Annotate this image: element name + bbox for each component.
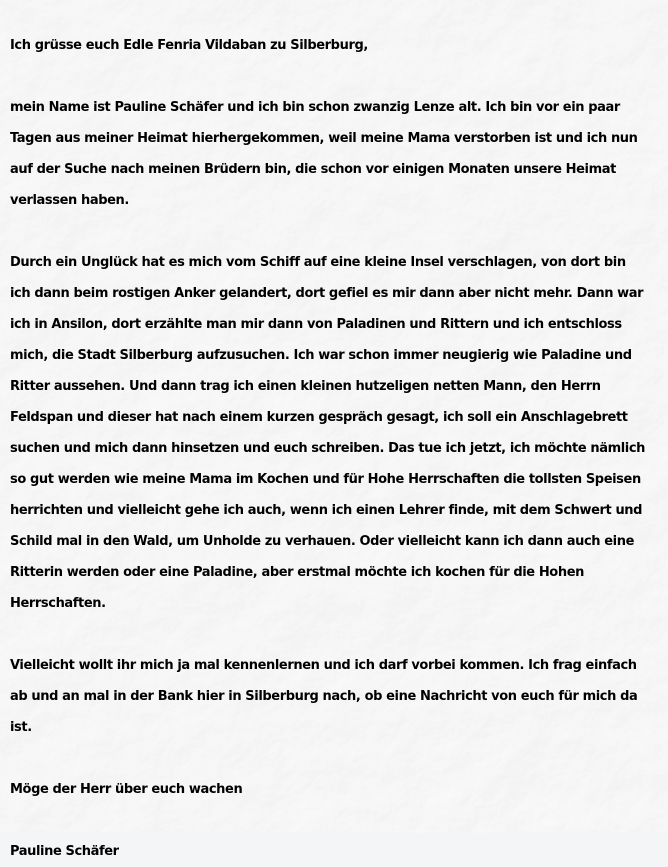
letter-greeting: Ich grüsse euch Edle Fenria Vildaban zu Silberburg, <box>10 38 368 53</box>
letter-paragraph-request: Vielleicht wollt ihr mich ja mal kennenlernen und ich darf vorbei kommen. Ich frag einfach ab und an mal in der Bank hier in Silberburg nach, ob eine Nachricht von euch für mich da ist. <box>10 658 638 735</box>
letter-paragraph-story: Durch ein Unglück hat es mich vom Schiff auf eine kleine Insel verschlagen, von dort bin ich dann beim rostigen Anker gelandert, dort gefiel es mir dann aber nicht mehr. Dann war ich in Ansilon, dort erzählte man mir dann von Paladinen und Rittern und ich entschloss mich, die Stadt Silberburg aufzusuchen. Ich war schon immer neugierig wie Paladine und Ritter aussehen. Und dann trag ich einen kleinen hutzeligen netten Mann, den Herrn Feldspan und dieser hat nach einem kurzen gespräch gesagt, ich soll ein Anschlagebrett suchen und mich dann hinsetzen und euch schreiben. Das tue ich jetzt, ich möchte nämlich so gut werden wie meine Mama im Kochen und für Hohe Herrschaften die tollsten Speisen herrichten und vielleicht gehe ich auch, wenn ich einen Lehrer finde, mit dem Schwert und Schild mal in den Wald, um Unholde zu verhauen. Oder vielleicht kann ich dann auch eine Ritterin werden oder eine Paladine, aber erstmal möchte ich kochen für die Hohen Herrschaften. <box>10 255 646 611</box>
letter-body <box>10 30 646 867</box>
letter-signature: Pauline Schäfer <box>10 844 119 859</box>
letter-closing: Möge der Herr über euch wachen <box>10 782 243 797</box>
letter-paragraph-intro: mein Name ist Pauline Schäfer und ich bin schon zwanzig Lenze alt. Ich bin vor ein paar Tagen aus meiner Heimat hierhergekommen, weil meine Mama verstorben ist und ich nun auf der Suche nach meinen Brüdern bin, die schon vor einigen Monaten unsere Heimat verlassen haben. <box>10 100 638 208</box>
